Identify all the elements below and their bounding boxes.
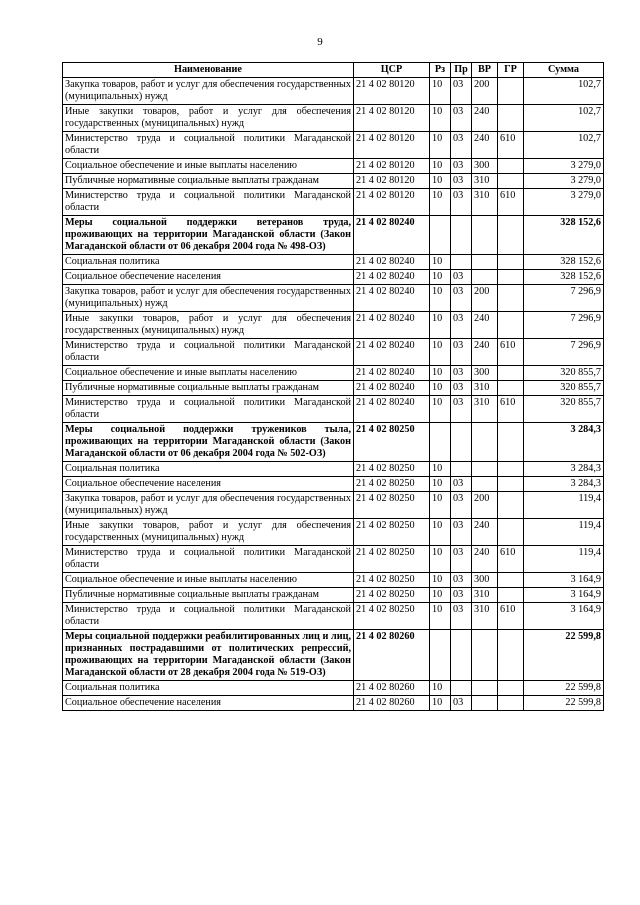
cell-name: Социальное обеспечение и иные выплаты населению — [63, 573, 354, 588]
cell-code: 21 4 02 80240 — [354, 366, 430, 381]
cell-sum: 119,4 — [524, 546, 604, 573]
cell-vr: 240 — [472, 339, 498, 366]
cell-pr: 03 — [451, 546, 472, 573]
cell-rz: 10 — [430, 366, 451, 381]
cell-rz: 10 — [430, 381, 451, 396]
cell-sum: 119,4 — [524, 519, 604, 546]
cell-vr — [472, 216, 498, 255]
cell-vr: 240 — [472, 519, 498, 546]
cell-code: 21 4 02 80250 — [354, 588, 430, 603]
cell-vr: 200 — [472, 492, 498, 519]
cell-gr — [498, 462, 524, 477]
cell-gr — [498, 423, 524, 462]
cell-code: 21 4 02 80250 — [354, 573, 430, 588]
cell-name: Иные закупки товаров, работ и услуг для обеспечения государственных (муниципальных) нужд — [63, 519, 354, 546]
cell-name: Министерство труда и социальной политики Магаданской области — [63, 603, 354, 630]
table-row — [63, 588, 604, 603]
cell-name: Министерство труда и социальной политики Магаданской области — [63, 339, 354, 366]
cell-pr: 03 — [451, 477, 472, 492]
header-code: ЦСР — [354, 63, 430, 78]
cell-name: Иные закупки товаров, работ и услуг для обеспечения государственных (муниципальных) нужд — [63, 105, 354, 132]
cell-code: 21 4 02 80250 — [354, 423, 430, 462]
cell-gr — [498, 630, 524, 681]
cell-rz: 10 — [430, 270, 451, 285]
table-row — [63, 78, 604, 105]
header-sum: Сумма — [524, 63, 604, 78]
cell-code: 21 4 02 80120 — [354, 189, 430, 216]
table-row — [63, 696, 604, 711]
cell-sum: 102,7 — [524, 105, 604, 132]
cell-rz: 10 — [430, 492, 451, 519]
cell-gr — [498, 105, 524, 132]
cell-vr — [472, 696, 498, 711]
header-name: Наименование — [63, 63, 354, 78]
cell-sum: 3 279,0 — [524, 174, 604, 189]
cell-code: 21 4 02 80260 — [354, 681, 430, 696]
cell-rz: 10 — [430, 255, 451, 270]
table-row — [63, 396, 604, 423]
cell-sum: 3 284,3 — [524, 423, 604, 462]
header-rz: Рз — [430, 63, 451, 78]
cell-sum: 3 164,9 — [524, 588, 604, 603]
cell-rz — [430, 216, 451, 255]
cell-vr — [472, 270, 498, 285]
cell-gr — [498, 159, 524, 174]
table-row — [63, 477, 604, 492]
cell-code: 21 4 02 80240 — [354, 339, 430, 366]
cell-sum: 119,4 — [524, 492, 604, 519]
cell-pr: 03 — [451, 78, 472, 105]
cell-vr: 200 — [472, 285, 498, 312]
cell-vr: 240 — [472, 132, 498, 159]
header-vr: ВР — [472, 63, 498, 78]
cell-name: Социальная политика — [63, 255, 354, 270]
cell-gr — [498, 681, 524, 696]
table-row — [63, 681, 604, 696]
cell-sum: 320 855,7 — [524, 366, 604, 381]
table-row — [63, 519, 604, 546]
cell-rz: 10 — [430, 78, 451, 105]
cell-vr: 300 — [472, 159, 498, 174]
cell-code: 21 4 02 80250 — [354, 519, 430, 546]
cell-sum: 102,7 — [524, 132, 604, 159]
cell-sum: 328 152,6 — [524, 255, 604, 270]
header-pr: Пр — [451, 63, 472, 78]
cell-pr: 03 — [451, 381, 472, 396]
table-row — [63, 105, 604, 132]
cell-name: Публичные нормативные социальные выплаты гражданам — [63, 381, 354, 396]
cell-pr: 03 — [451, 189, 472, 216]
cell-gr — [498, 381, 524, 396]
cell-pr — [451, 255, 472, 270]
table-row — [63, 462, 604, 477]
cell-sum: 7 296,9 — [524, 312, 604, 339]
cell-gr — [498, 216, 524, 255]
cell-code: 21 4 02 80250 — [354, 546, 430, 573]
cell-pr: 03 — [451, 312, 472, 339]
cell-vr — [472, 255, 498, 270]
cell-code: 21 4 02 80120 — [354, 105, 430, 132]
cell-vr: 310 — [472, 603, 498, 630]
cell-pr: 03 — [451, 573, 472, 588]
cell-name: Закупка товаров, работ и услуг для обеспечения государственных (муниципальных) нужд — [63, 78, 354, 105]
cell-rz: 10 — [430, 189, 451, 216]
cell-vr: 310 — [472, 189, 498, 216]
cell-pr: 03 — [451, 396, 472, 423]
cell-pr: 03 — [451, 588, 472, 603]
budget-table — [62, 62, 604, 711]
cell-name: Социальная политика — [63, 681, 354, 696]
cell-rz: 10 — [430, 174, 451, 189]
cell-gr — [498, 366, 524, 381]
cell-rz: 10 — [430, 132, 451, 159]
cell-sum: 22 599,8 — [524, 630, 604, 681]
cell-name: Социальное обеспечение населения — [63, 477, 354, 492]
cell-gr — [498, 78, 524, 105]
cell-sum: 3 164,9 — [524, 573, 604, 588]
cell-sum: 3 279,0 — [524, 189, 604, 216]
cell-pr: 03 — [451, 159, 472, 174]
cell-gr — [498, 696, 524, 711]
cell-pr — [451, 630, 472, 681]
cell-code: 21 4 02 80250 — [354, 462, 430, 477]
cell-sum: 102,7 — [524, 78, 604, 105]
cell-name: Публичные нормативные социальные выплаты гражданам — [63, 174, 354, 189]
table-row — [63, 216, 604, 255]
cell-gr — [498, 588, 524, 603]
table-row — [63, 174, 604, 189]
cell-rz: 10 — [430, 519, 451, 546]
cell-name: Иные закупки товаров, работ и услуг для обеспечения государственных (муниципальных) нужд — [63, 312, 354, 339]
cell-vr: 240 — [472, 312, 498, 339]
cell-sum: 22 599,8 — [524, 696, 604, 711]
cell-name: Социальная политика — [63, 462, 354, 477]
cell-gr — [498, 255, 524, 270]
cell-rz: 10 — [430, 396, 451, 423]
cell-pr: 03 — [451, 105, 472, 132]
cell-code: 21 4 02 80120 — [354, 132, 430, 159]
cell-name: Министерство труда и социальной политики Магаданской области — [63, 189, 354, 216]
cell-gr — [498, 492, 524, 519]
cell-gr: 610 — [498, 546, 524, 573]
cell-code: 21 4 02 80250 — [354, 603, 430, 630]
cell-vr: 200 — [472, 78, 498, 105]
cell-code: 21 4 02 80250 — [354, 492, 430, 519]
cell-name: Социальное обеспечение и иные выплаты населению — [63, 159, 354, 174]
cell-vr — [472, 423, 498, 462]
cell-rz: 10 — [430, 573, 451, 588]
cell-gr: 610 — [498, 339, 524, 366]
cell-code: 21 4 02 80120 — [354, 174, 430, 189]
cell-code: 21 4 02 80240 — [354, 270, 430, 285]
cell-vr: 240 — [472, 105, 498, 132]
cell-rz — [430, 423, 451, 462]
cell-pr: 03 — [451, 174, 472, 189]
cell-pr: 03 — [451, 603, 472, 630]
cell-gr — [498, 270, 524, 285]
table-row — [63, 546, 604, 573]
cell-vr — [472, 477, 498, 492]
table-row — [63, 312, 604, 339]
cell-sum: 3 279,0 — [524, 159, 604, 174]
cell-vr — [472, 462, 498, 477]
cell-vr: 310 — [472, 396, 498, 423]
table-body — [63, 78, 604, 711]
table-row — [63, 630, 604, 681]
table-row — [63, 132, 604, 159]
cell-gr — [498, 519, 524, 546]
cell-code: 21 4 02 80240 — [354, 396, 430, 423]
table-row — [63, 339, 604, 366]
cell-vr: 240 — [472, 546, 498, 573]
cell-vr: 310 — [472, 174, 498, 189]
cell-gr: 610 — [498, 132, 524, 159]
cell-rz: 10 — [430, 477, 451, 492]
cell-pr — [451, 681, 472, 696]
cell-rz: 10 — [430, 603, 451, 630]
table-row — [63, 285, 604, 312]
cell-sum: 22 599,8 — [524, 681, 604, 696]
cell-rz: 10 — [430, 696, 451, 711]
cell-sum: 3 164,9 — [524, 603, 604, 630]
table-row — [63, 159, 604, 174]
table-row — [63, 189, 604, 216]
cell-gr — [498, 312, 524, 339]
cell-name: Закупка товаров, работ и услуг для обеспечения государственных (муниципальных) нужд — [63, 285, 354, 312]
cell-pr: 03 — [451, 270, 472, 285]
cell-gr — [498, 174, 524, 189]
cell-name: Социальное обеспечение населения — [63, 270, 354, 285]
cell-pr: 03 — [451, 285, 472, 312]
cell-sum: 320 855,7 — [524, 396, 604, 423]
cell-vr — [472, 681, 498, 696]
cell-code: 21 4 02 80260 — [354, 696, 430, 711]
cell-rz: 10 — [430, 312, 451, 339]
cell-rz: 10 — [430, 339, 451, 366]
cell-gr — [498, 573, 524, 588]
cell-vr: 310 — [472, 381, 498, 396]
cell-name: Социальное обеспечение населения — [63, 696, 354, 711]
cell-name: Меры социальной поддержки тружеников тыла, проживающих на территории Магаданской области (Закон Магаданской области от 06 декабря 2004 года № 502-ОЗ) — [63, 423, 354, 462]
cell-name: Закупка товаров, работ и услуг для обеспечения государственных (муниципальных) нужд — [63, 492, 354, 519]
cell-pr: 03 — [451, 492, 472, 519]
cell-vr: 300 — [472, 573, 498, 588]
cell-code: 21 4 02 80120 — [354, 159, 430, 174]
cell-rz: 10 — [430, 588, 451, 603]
cell-sum: 3 284,3 — [524, 462, 604, 477]
table-row — [63, 255, 604, 270]
cell-vr: 310 — [472, 588, 498, 603]
cell-gr: 610 — [498, 189, 524, 216]
cell-rz — [430, 630, 451, 681]
cell-name: Публичные нормативные социальные выплаты гражданам — [63, 588, 354, 603]
cell-name: Министерство труда и социальной политики Магаданской области — [63, 132, 354, 159]
cell-code: 21 4 02 80240 — [354, 285, 430, 312]
table-row — [63, 423, 604, 462]
cell-code: 21 4 02 80240 — [354, 216, 430, 255]
cell-pr — [451, 462, 472, 477]
cell-rz: 10 — [430, 546, 451, 573]
table-row — [63, 270, 604, 285]
cell-name: Министерство труда и социальной политики Магаданской области — [63, 546, 354, 573]
cell-name: Социальное обеспечение и иные выплаты населению — [63, 366, 354, 381]
cell-pr: 03 — [451, 366, 472, 381]
cell-gr — [498, 477, 524, 492]
cell-code: 21 4 02 80120 — [354, 78, 430, 105]
cell-code: 21 4 02 80260 — [354, 630, 430, 681]
cell-gr — [498, 285, 524, 312]
cell-pr: 03 — [451, 696, 472, 711]
cell-vr: 300 — [472, 366, 498, 381]
cell-rz: 10 — [430, 159, 451, 174]
cell-code: 21 4 02 80240 — [354, 381, 430, 396]
table-row — [63, 381, 604, 396]
header-gr: ГР — [498, 63, 524, 78]
cell-rz: 10 — [430, 105, 451, 132]
cell-rz: 10 — [430, 462, 451, 477]
cell-pr: 03 — [451, 339, 472, 366]
cell-sum: 3 284,3 — [524, 477, 604, 492]
cell-gr: 610 — [498, 603, 524, 630]
table-row — [63, 573, 604, 588]
cell-code: 21 4 02 80250 — [354, 477, 430, 492]
cell-code: 21 4 02 80240 — [354, 255, 430, 270]
cell-name: Меры социальной поддержки реабилитированных лиц и лиц, признанных пострадавшими от политических репрессий, проживающих на территории Магаданской области (Закон Магаданской области от 28 декабря 2004 года № 519-ОЗ) — [63, 630, 354, 681]
cell-sum: 320 855,7 — [524, 381, 604, 396]
cell-pr — [451, 423, 472, 462]
cell-pr: 03 — [451, 519, 472, 546]
cell-sum: 328 152,6 — [524, 216, 604, 255]
cell-rz: 10 — [430, 681, 451, 696]
cell-sum: 328 152,6 — [524, 270, 604, 285]
table-header-row — [63, 63, 604, 78]
cell-vr — [472, 630, 498, 681]
cell-name: Министерство труда и социальной политики Магаданской области — [63, 396, 354, 423]
table-row — [63, 366, 604, 381]
cell-pr — [451, 216, 472, 255]
cell-code: 21 4 02 80240 — [354, 312, 430, 339]
page-number: 9 — [317, 36, 323, 48]
cell-name: Меры социальной поддержки ветеранов труда, проживающих на территории Магаданской области (Закон Магаданской области от 06 декабря 2004 года № 498-ОЗ) — [63, 216, 354, 255]
cell-sum: 7 296,9 — [524, 285, 604, 312]
cell-rz: 10 — [430, 285, 451, 312]
cell-pr: 03 — [451, 132, 472, 159]
table-row — [63, 603, 604, 630]
cell-sum: 7 296,9 — [524, 339, 604, 366]
table-row — [63, 492, 604, 519]
cell-gr: 610 — [498, 396, 524, 423]
